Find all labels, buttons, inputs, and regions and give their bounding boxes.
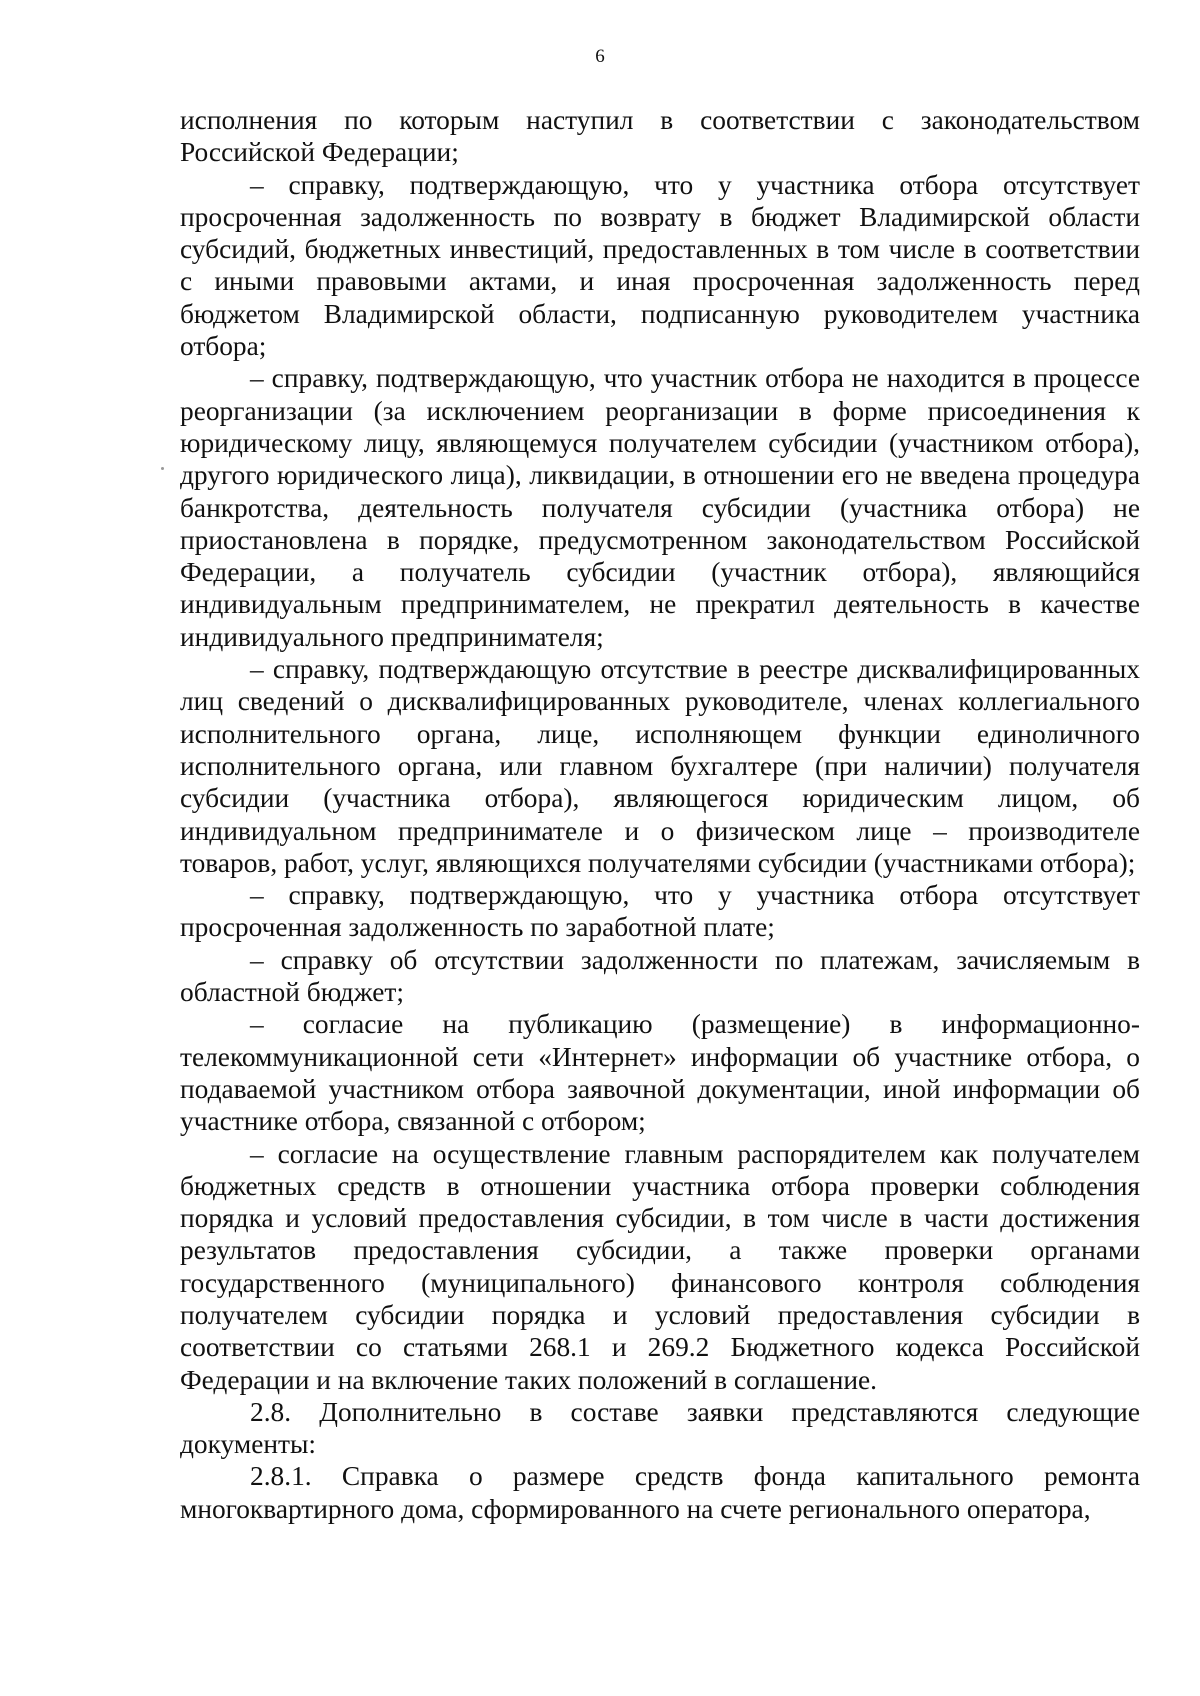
paragraph-inspection-consent: – согласие на осуществление главным распорядителем как получателем бюджетных средств в отношении участника отбора проверки соблюдения порядка и условий предоставления субсидии, в том числе в части достижения результатов предоставления субсидии, а также проверки органами государственного (муниципального) финансового контроля соблюдения получателем субсидии порядка и условий предоставления субсидии в соответствии со статьями 268.1 и 269.2 Бюджетного кодекса Российской Федерации и на включение таких положений в соглашение.	[180, 1138, 1140, 1395]
paragraph-salary-debt-certificate: – справку, подтверждающую, что у участника отбора отсутствует просроченная задолженность по заработной плате;	[180, 880, 1140, 943]
document-body	[180, 104, 1140, 1525]
paragraph-disqualified-persons-certificate: – справку, подтверждающую отсутствие в реестре дисквалифицированных лиц сведений о дисквалифицированных руководителе, членах коллегиального исполнительного органа, лице, исполняющем функции единоличного исполнительного органа, или главном бухгалтере (при наличии) получателя субсидии (участника отбора), являющегося юридическим лицом, об индивидуальном предпринимателе и о физическом лице – производителе товаров, работ, услуг, являющихся получателями субсидии (участниками отбора);	[180, 654, 1140, 878]
paragraph-section-2-8: 2.8. Дополнительно в составе заявки представляются следующие документы:	[180, 1396, 1140, 1460]
paragraph-overdue-debt-certificate: – справку, подтверждающую, что у участника отбора отсутствует просроченная задолженность по возврату в бюджет Владимирской области субсидий, бюджетных инвестиций, предоставленных в том числе в соответствии с иными правовыми актами, и иная просроченная задолженность перед бюджетом Владимирской области, подписанную руководителем участника отбора;	[180, 169, 1140, 362]
page-number: 6	[595, 46, 605, 67]
scan-dot-mark	[161, 467, 164, 470]
paragraph-section-2-8-1: 2.8.1. Справка о размере средств фонда капитального ремонта многоквартирного дома, сформированного на счете регионального оператора,	[180, 1461, 1140, 1524]
paragraph-reorganization-certificate: – справку, подтверждающую, что участник отбора не находится в процессе реорганизации (за исключением реорганизации в форме присоединения к юридическому лицу, являющемуся получателем субсидии (участником отбора), другого юридического лица), ликвидации, в отношении его не введена процедура банкротства, деятельность получателя субсидии (участника отбора) не приостановлена в порядке, предусмотренном законодательством Российской Федерации, а получатель субсидии (участник отбора), являющийся индивидуальным предпринимателем, не прекратил деятельность в качестве индивидуального предпринимателя;	[180, 363, 1140, 652]
paragraph-continuation: исполнения по которым наступил в соответствии с законодательством Российской Федерации;	[180, 105, 1140, 168]
paragraph-payments-debt-certificate: – справку об отсутствии задолженности по платежам, зачисляемым в областной бюджет;	[180, 944, 1140, 1008]
paragraph-publication-consent: – согласие на публикацию (размещение) в информационно-телекоммуникационной сети «Интернет» информации об участнике отбора, о подаваемой участником отбора заявочной документации, иной информации об участнике отбора, связанной с отбором;	[180, 1009, 1140, 1137]
